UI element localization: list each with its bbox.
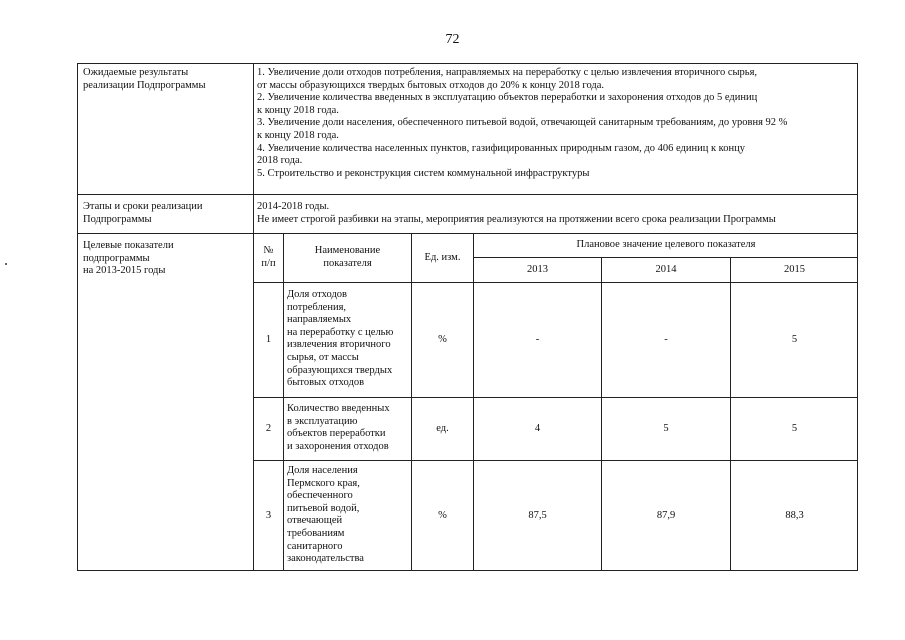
indicator-value: 5 — [663, 422, 669, 434]
results-line: к концу 2018 года. — [257, 129, 339, 141]
indicator-name-line: и захоронения отходов — [287, 440, 389, 452]
indicator-num: 2 — [265, 422, 272, 434]
stages-line: 2014-2018 годы. — [257, 201, 330, 212]
header-num-line: п/п — [261, 258, 276, 269]
header-year-2013: 2013 — [527, 263, 548, 275]
header-num-line: № — [263, 245, 274, 257]
results-label — [83, 67, 206, 92]
header-unit: Ед. изм. — [424, 251, 461, 263]
indicator-value: 88,3 — [785, 509, 804, 521]
indicator-name-line: бытовых отходов — [287, 377, 365, 389]
indicator-name-line: Количество введенных — [287, 403, 390, 414]
indicator-name-line: объектов переработки — [287, 428, 386, 440]
indicator-name-line: на переработку с целью — [287, 326, 394, 338]
indicator-name — [287, 403, 390, 453]
indicator-name-line: Пермского края, — [287, 477, 360, 489]
header-num — [254, 234, 283, 282]
header-planned: Плановое значение целевого показателя — [576, 239, 756, 251]
results-line: 1. Увеличение доли отходов потребления, направляемых на переработку с целью извлечения вторичного сырья, — [257, 67, 758, 78]
indicator-num: 1 — [265, 333, 272, 345]
indicator-value: 87,9 — [656, 509, 676, 521]
targets-label — [83, 240, 174, 278]
indicator-value: 4 — [534, 422, 541, 434]
header-year-2015: 2015 — [784, 263, 805, 275]
indicator-unit: % — [438, 333, 447, 345]
indicator-name-line: извлечения вторичного — [287, 339, 391, 351]
row-divider — [77, 194, 858, 195]
header-name-line: Наименование — [314, 245, 381, 257]
results-line: от массы образующихся твердых бытовых отходов до 20% к концу 2018 года. — [257, 79, 605, 91]
indicator-name-line: направляемых — [287, 314, 352, 326]
indicator-name-line: санитарного — [287, 540, 343, 552]
results-label-line: Ожидаемые результаты — [83, 67, 189, 78]
targets-label-line: подпрограммы — [83, 252, 150, 264]
indicator-num: 3 — [265, 509, 272, 521]
indicator-name-line: законодательства — [287, 553, 364, 565]
indicator-name-line: Доля отходов — [287, 289, 348, 300]
indicator-name-line: требованиям — [287, 527, 345, 539]
indicator-value: - — [535, 333, 540, 345]
indicator-value: 5 — [791, 333, 798, 345]
header-name — [284, 234, 411, 282]
indicator-name-line: обеспеченного — [287, 490, 353, 502]
indicator-name-line: Доля населения — [287, 465, 358, 476]
page-number: 72 — [445, 32, 460, 47]
indicator-unit: % — [438, 509, 447, 521]
targets-label-line: на 2013-2015 годы — [83, 265, 166, 277]
header-year-2014: 2014 — [655, 263, 677, 275]
stages-label-line: Подпрограммы — [83, 213, 152, 225]
indicator-name — [287, 289, 393, 390]
indicator-name-line: потребления, — [287, 301, 347, 313]
results-label-line: реализации Подпрограммы — [83, 79, 206, 91]
header-name-line: показателя — [323, 258, 372, 269]
indicator-name-line: сырья, от массы — [287, 351, 359, 363]
indicator-name — [287, 465, 364, 566]
indicator-name-line: в эксплуатацию — [287, 415, 358, 427]
stages-line: Не имеет строгой разбивки на этапы, мероприятия реализуются на протяжении всего срока реализации Программы — [257, 213, 776, 225]
inner-col-divider — [283, 233, 284, 571]
indicator-name-line: питьевой водой, — [287, 502, 360, 514]
indicator-value: 87,5 — [528, 509, 547, 521]
results-line: к концу 2018 года. — [257, 104, 339, 116]
targets-label-line: Целевые показатели — [83, 240, 174, 251]
results-line: 5. Строительство и реконструкция систем коммунальной инфраструктуры — [257, 167, 590, 179]
indicator-name-line: отвечающей — [287, 515, 343, 527]
indicator-value: - — [664, 333, 668, 345]
results-line: 4. Увеличение количества населенных пунктов, газифицированных природным газом, до 406 единиц к концу — [257, 142, 745, 154]
results-line: 2. Увеличение количества введенных в эксплуатацию объектов переработки и захоронения отходов до 5 единиц — [257, 92, 758, 104]
indicator-unit: ед. — [436, 422, 449, 434]
stages-label — [83, 201, 203, 226]
stages-label-line: Этапы и сроки реализации — [83, 201, 203, 212]
results-line: 3. Увеличение доли населения, обеспеченного питьевой водой, отвечающей санитарным требованиям, до уровня 92 % — [257, 117, 788, 129]
scan-mark — [5, 263, 7, 265]
results-line: 2018 года. — [257, 155, 303, 167]
indicator-value: 5 — [791, 422, 798, 434]
stages-text — [257, 201, 776, 226]
results-text — [257, 67, 787, 180]
indicator-name-line: образующихся твердых — [287, 364, 393, 376]
